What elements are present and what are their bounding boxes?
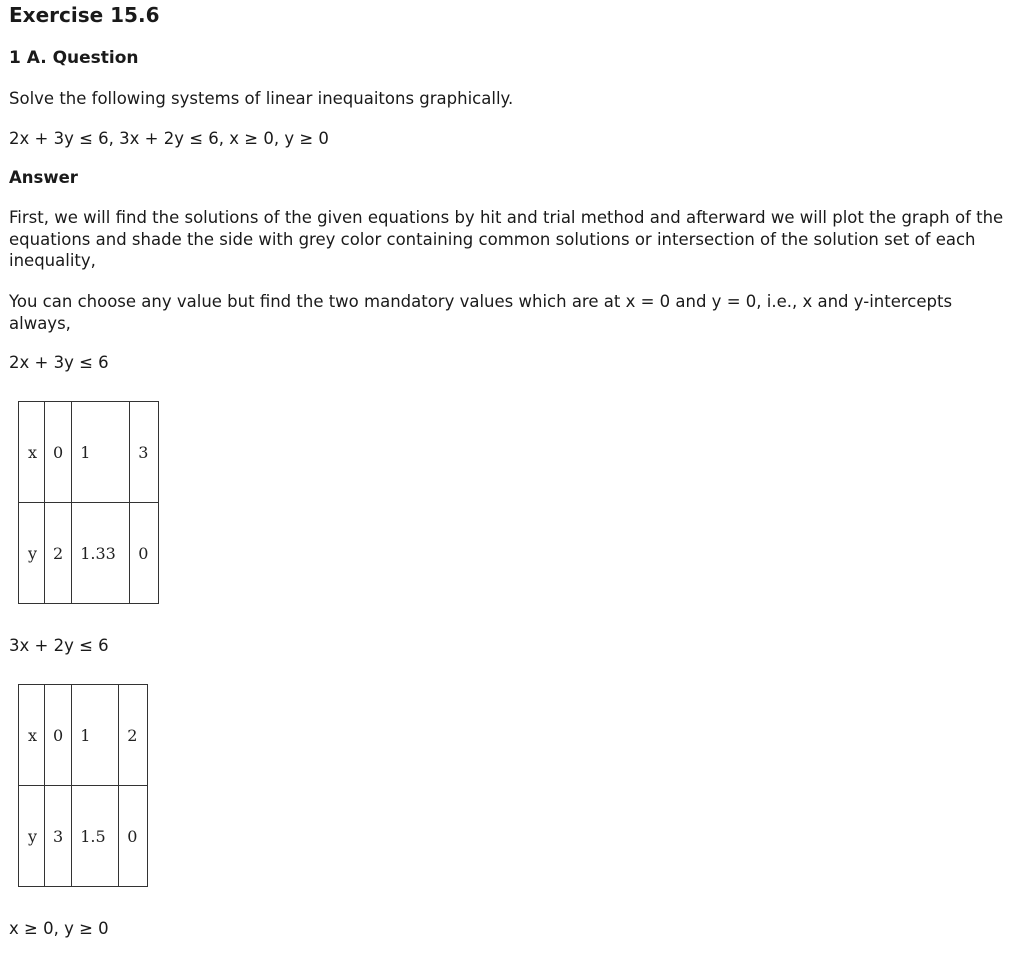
- table-row: [19, 402, 159, 503]
- inequality-1: 2x + 3y ≤ 6: [9, 353, 109, 372]
- table-cell: 0: [130, 503, 159, 604]
- inequality-2: 3x + 2y ≤ 6: [9, 636, 109, 655]
- question-text: Solve the following systems of linear inequaitons graphically.: [9, 89, 514, 108]
- table-cell: 2: [45, 503, 72, 604]
- table-cell: 0: [119, 786, 148, 887]
- table-cell: y: [19, 503, 45, 604]
- table-cell: x: [19, 402, 45, 503]
- table-cell: 2: [119, 685, 148, 786]
- table-row: [19, 685, 148, 786]
- values-table-2: [18, 684, 148, 887]
- table-cell: 1.5: [72, 786, 119, 887]
- table-cell: 0: [45, 685, 72, 786]
- question-heading: 1 A. Question: [9, 48, 139, 68]
- table-cell: 1: [72, 402, 130, 503]
- table-cell: x: [19, 685, 45, 786]
- inequality-3: x ≥ 0, y ≥ 0: [9, 919, 109, 938]
- table-cell: 0: [45, 402, 72, 503]
- table-cell: 1.33: [72, 503, 130, 604]
- table-cell: 3: [45, 786, 72, 887]
- exercise-title: Exercise 15.6: [9, 3, 160, 27]
- system-of-inequalities: 2x + 3y ≤ 6, 3x + 2y ≤ 6, x ≥ 0, y ≥ 0: [9, 129, 329, 148]
- answer-heading: Answer: [9, 168, 78, 187]
- table-row: [19, 503, 159, 604]
- table-row: [19, 786, 148, 887]
- answer-paragraph-1: First, we will find the solutions of the given equations by hit and trial method and afterward we will plot the graph of the equations and shade the side with grey color containing common solutions or intersection of the solution set of each inequality,: [9, 208, 1004, 270]
- table-cell: 1: [72, 685, 119, 786]
- table-cell: 3: [130, 402, 159, 503]
- table-cell: y: [19, 786, 45, 887]
- answer-paragraph-2: You can choose any value but find the two mandatory values which are at x = 0 and y = 0, i.e., x and y-intercepts always,: [9, 292, 953, 333]
- values-table-1: [18, 401, 159, 604]
